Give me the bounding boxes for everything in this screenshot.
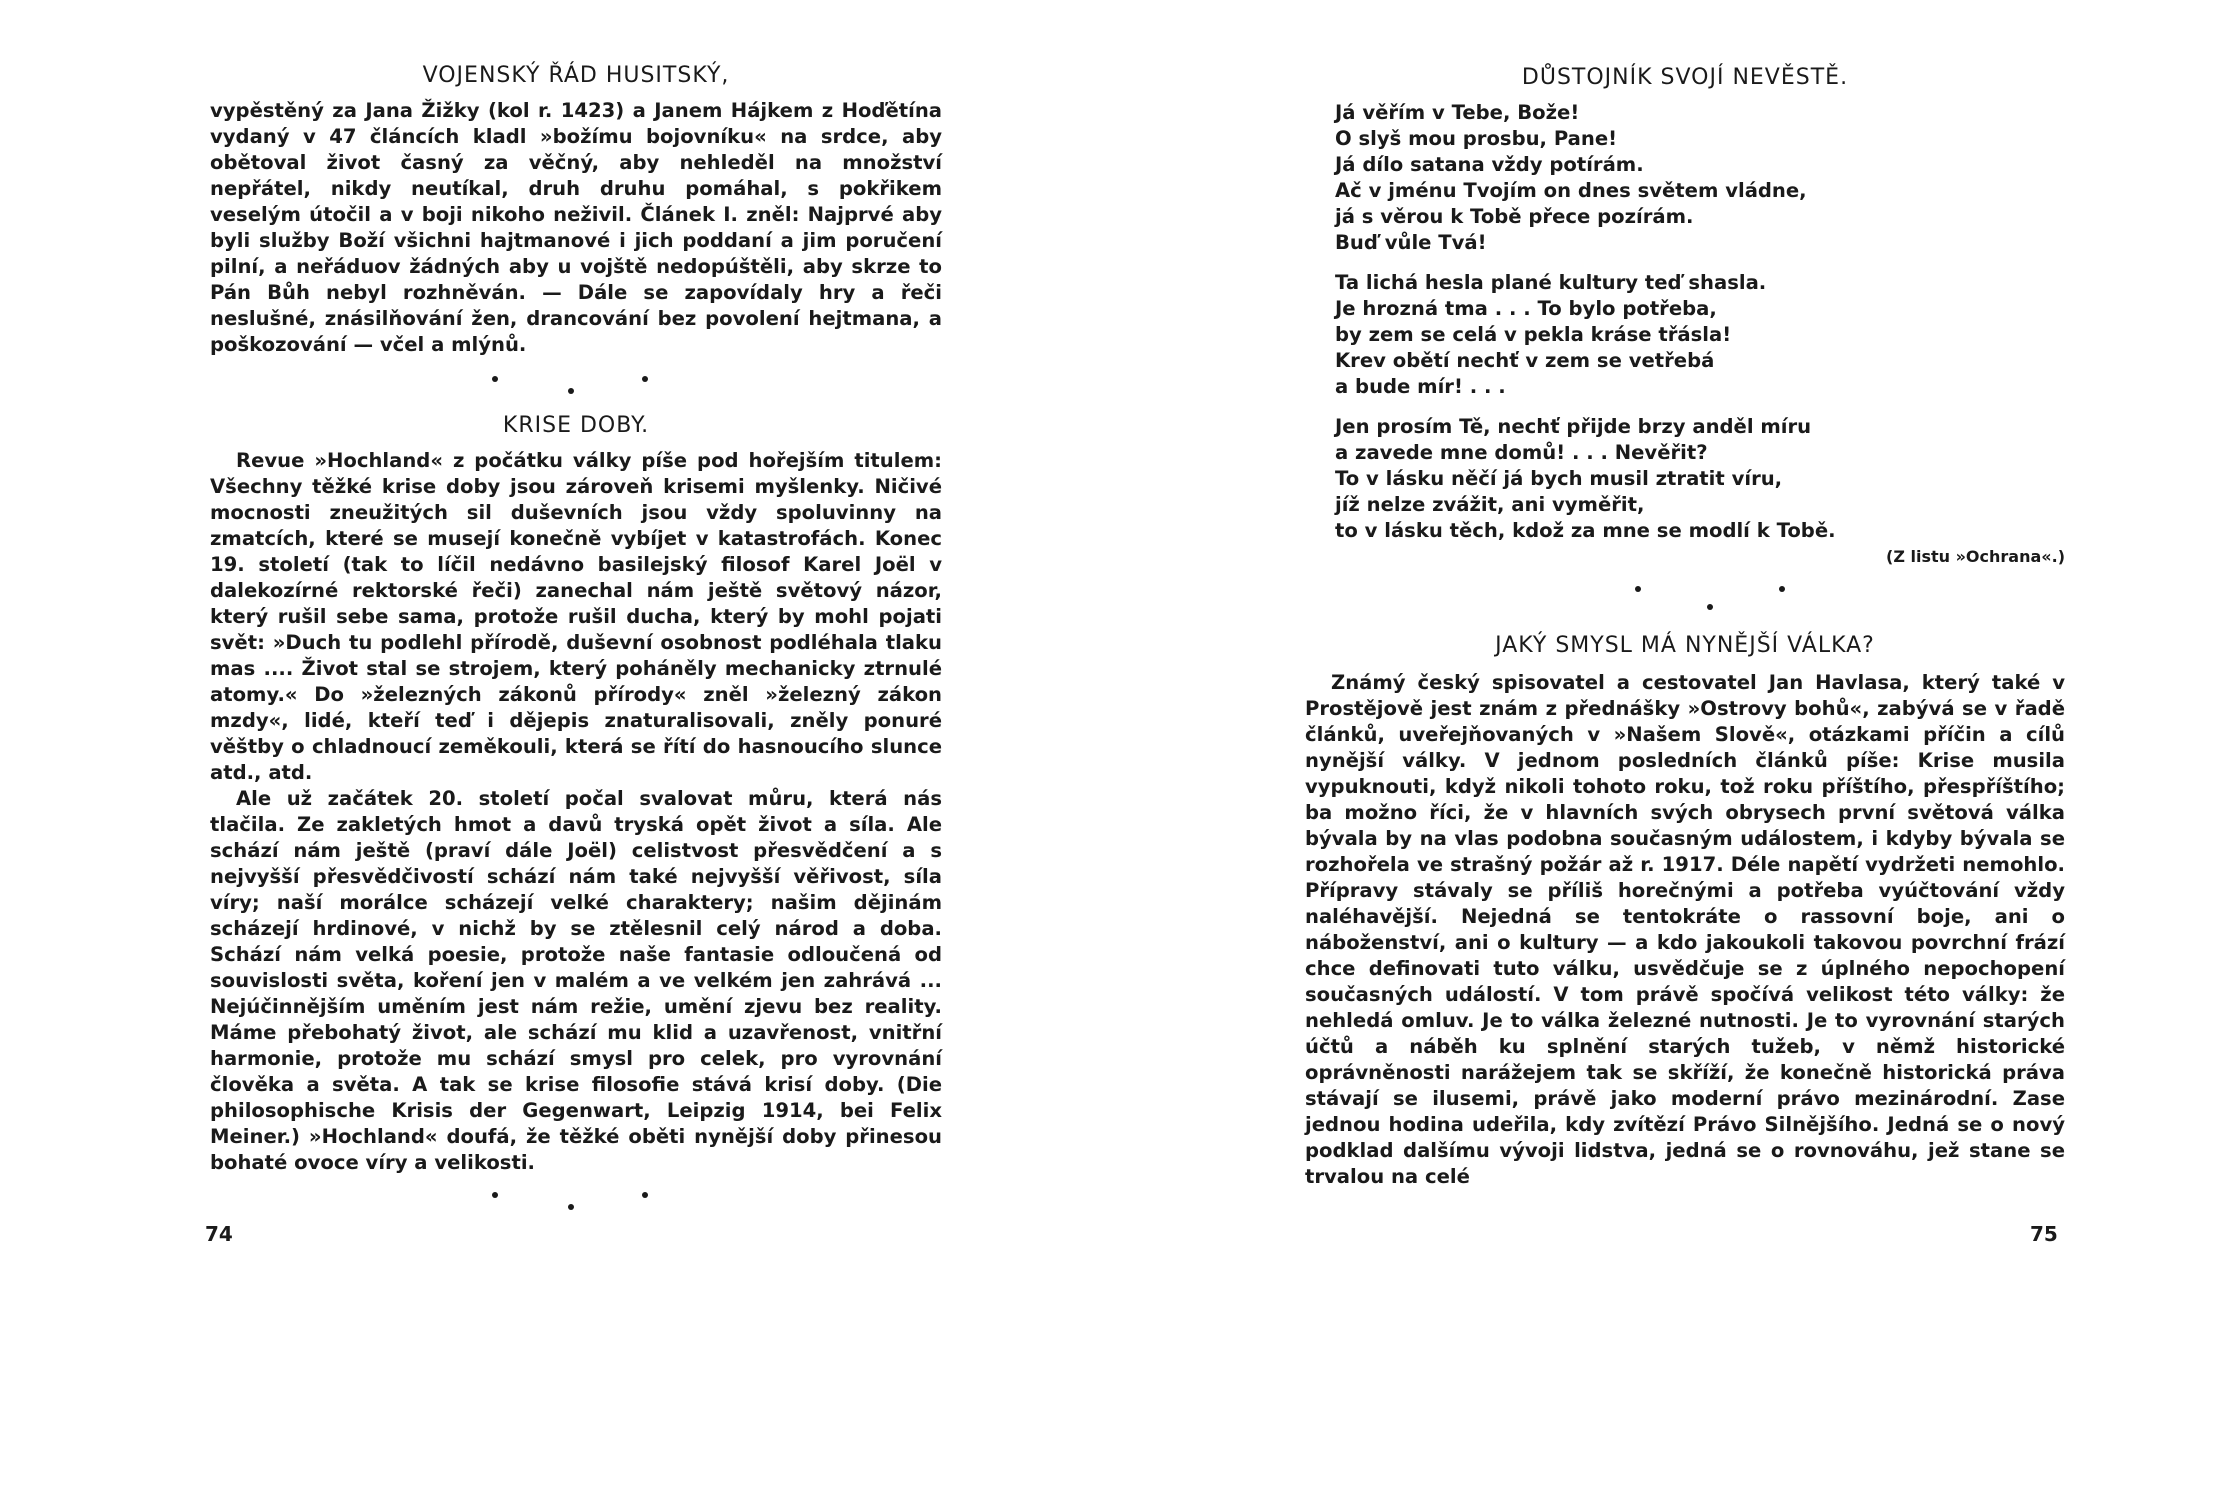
poem-line: O slyš mou prosbu, Pane! [1335, 127, 1618, 150]
poem-stanza-1 [1335, 100, 2065, 256]
poem-line: Jen prosím Tě, nechť přijde brzy anděl míru [1335, 415, 1812, 438]
separator-dot [492, 376, 498, 382]
separator-dot [642, 376, 648, 382]
poem-source: (Z listu »Ochrana«.) [1886, 547, 2065, 566]
poem-line: a zavede mne domů! . . . Nevěřit? [1335, 441, 1708, 464]
poem-line: Krev obětí nechť v zem se vetřebá [1335, 349, 1715, 372]
separator-dot [568, 1204, 574, 1210]
poem-title: DŮSTOJNÍK SVOJÍ NEVĚSTĚ. [1521, 65, 1849, 90]
poem-line: Já věřím v Tebe, Bože! [1335, 101, 1580, 124]
section-title-krise-doby: KRISE DOBY. [502, 413, 650, 438]
page-number-right: 75 [2030, 1222, 2058, 1246]
separator-dot [1635, 586, 1641, 592]
section-title-jaky-smysl: JAKÝ SMYSL MÁ NYNĚJŠÍ VÁLKA? [1495, 633, 1875, 658]
separator-dot [568, 388, 574, 394]
left-column [210, 62, 942, 1230]
poem-stanza-2 [1335, 270, 2065, 400]
separator-dot [1707, 604, 1713, 610]
poem-line: To v lásku něčí já bych musil ztratit víru, [1335, 467, 1783, 490]
right-page [1115, 0, 2230, 1500]
page-number-left: 74 [205, 1222, 233, 1246]
poem [1335, 100, 2065, 544]
section-title-vojensky-rad: VOJENSKÝ ŘÁD HUSITSKÝ, [422, 63, 730, 88]
paragraph-krise-1: Revue »Hochland« z počátku války píše pod hořejším titulem: Všechny těžké krise doby jsou zároveň krisemi myšlenky. Ničivé mocnosti zneužitých sil duševních jsou vždy spoluvinny na zmatcích, které se musejí konečně vybíjet v katastrofách. Konec 19. století (tak to líčil nedávno basilejský filosof Karel Joël v dalekozírné rektorské řeči) zanechal nám ještě světový názor, který rušil sebe sama, protože rušil ducha, který by mohl pojati svět: »Duch tu podlehl přírodě, duševní osobnost podléhala tlaku mas .... Život stal se strojem, který poháněly mechanicky ztrnulé atomy.« Do »železných zákonů přírody« zněl »železný zákon mzdy«, lidé, kteří teď i dějepis znaturalisovali, zněly ponuré věštby o chladnoucí zeměkouli, která se řítí do hasnoucího slunce atd., atd. [210, 449, 942, 784]
paragraph-krise-2: Ale už začátek 20. století počal svalovat můru, která nás tlačila. Ze zakletých hmot a davů tryská opět život a síla. Ale schází nám ještě (praví dále Joël) celistvost přesvědčení a s nejvyšší přesvědčivostí schází nám také nejvyšší věřivost, síla víry; naší morálce scházejí velké charaktery; našim dějinám scházejí hrdinové, v nichž by se ztělesnil celý národ a doba. Schází nám velká poesie, protože naše fantasie odloučená od souvislosti světa, koření jen v malém a ve velkém jen zahrává ... Nejúčinnějším uměním jest nám režie, umění zjevu bez reality. Máme přebohatý život, ale schází mu klid a uzavřenost, vnitřní harmonie, protože mu schází smysl pro celek, pro vyrovnání člověka a světa. A tak se krise filosofie stává krisí doby. (Die philosophische Krisis der Gegenwart, Leipzig 1914, bei Felix Meiner.) »Hochland« doufá, že těžké oběti nynější doby přinesou bohaté ovoce víry a velikosti. [210, 787, 942, 1174]
section-separator [210, 362, 942, 406]
separator-dot [642, 1192, 648, 1198]
poem-line: to v lásku těch, kdož za mne se modlí k Tobě. [1335, 519, 1836, 542]
right-column [1305, 64, 2065, 1190]
poem-stanza-3 [1335, 414, 2065, 544]
section-text-jaky-smysl: Známý český spisovatel a cestovatel Jan Havlasa, který také v Prostějově jest znám z přednášky »Ostrovy bohů«, zabývá se v řadě článků, uveřejňovaných v »Našem Slově«, otázkami příčin a cílů nynější války. V jednom posledních článků píše: Krise musila vypuknouti, když nikoli tohoto roku, tož roku příštího, přespříštího; ba možno říci, že v hlavních svých obrysech první světová válka bývala by na vlas podobna současným událostem, i kdyby bývala se rozhořela ve strašný požár až r. 1917. Déle napětí vydržeti nemohlo. Přípravy stávaly se příliš horečnými a potřeba vyúčtování vždy naléhavější. Nejedná se tentokráte o rassovní boje, ani o náboženství, ani o kultury — a kdo jakoukoli takovou povrchní frází chce definovati tuto válku, usvědčuje se z úplného nepochopení současných událostí. V tom právě spočívá velikost této války: že nehledá omluv. Je to válka železné nutnosti. Je to vyrovnání starých účtů a náběh ku splnění starých tužeb, v němž historické oprávněnosti narážejem tak se skříží, že konečně historická práva stávají se ilusemi, právě jako moderní právo mezinárodní. Zase jednou hodina udeřila, kdy zvítězí Právo Silnějšího. Jedná se o nový podklad dalšímu vývoji lidstva, jedná se o rovnováhu, jež stane se trvalou na celé [1305, 671, 2065, 1188]
poem-line: a bude mír! . . . [1335, 375, 1506, 398]
section-separator [1305, 572, 2065, 626]
section-separator [210, 1180, 942, 1224]
poem-line: já s věrou k Tobě přece pozírám. [1335, 205, 1694, 228]
poem-line: Ač v jménu Tvojím on dnes světem vládne, [1335, 179, 1807, 202]
poem-line: by zem se celá v pekla kráse třásla! [1335, 323, 1732, 346]
poem-line: Je hrozná tma . . . To bylo potřeba, [1335, 297, 1717, 320]
separator-dot [492, 1192, 498, 1198]
poem-line: Buď vůle Tvá! [1335, 231, 1487, 254]
poem-line: jíž nelze zvážit, ani vyměřit, [1335, 493, 1645, 516]
poem-line: Ta lichá hesla plané kultury teď shasla. [1335, 271, 1767, 294]
poem-line: Já dílo satana vždy potírám. [1335, 153, 1644, 176]
section-text-vojensky-rad: vypěstěný za Jana Žižky (kol r. 1423) a Janem Hájkem z Hoďětína vydaný v 47 článcích kladl »božímu bojovníku« na srdce, aby obětoval život časný za věčný, aby nehleděl na množství nepřátel, nikdy neutíkal, druh druhu pomáhal, s pokřikem veselým útočil a v boji nikoho neživil. Článek I. zněl: Najprvé aby byli služby Boží všichni hajtmanové i jich poddaní a jim poručení pilní, a neřáduov žádných aby u vojště nedopúštěli, aby skrze to Pán Bůh nebyl rozhněván. — Dále se zapovídaly hry a řeči neslušné, znásilňování žen, drancování bez povolení hejtmana, a poškozování — včel a mlýnů. [210, 99, 942, 356]
separator-dot [1779, 586, 1785, 592]
